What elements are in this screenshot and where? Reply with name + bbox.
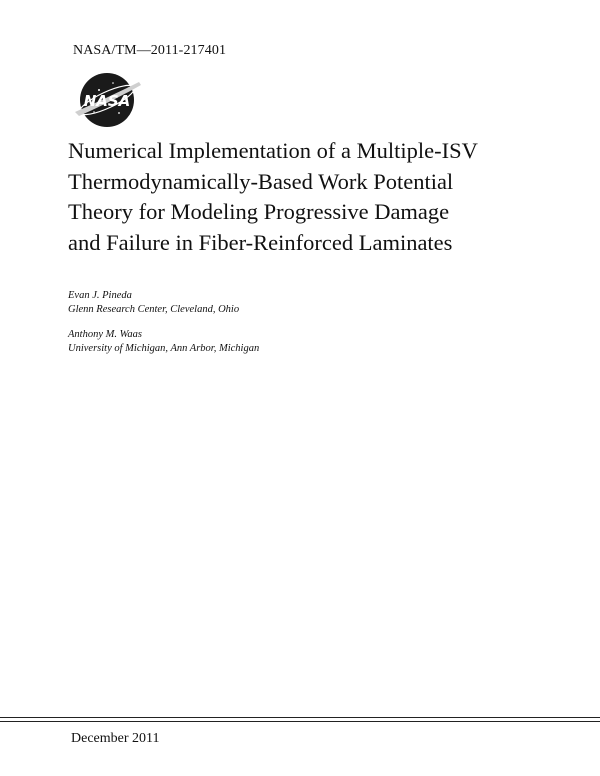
logo-wordmark: NASA	[83, 92, 131, 110]
author-name: Evan J. Pineda	[68, 290, 132, 301]
document-title	[68, 136, 568, 258]
report-number: NASA/TM—2011-217401	[73, 43, 227, 58]
author-name: Anthony M. Waas	[68, 329, 142, 340]
author-block	[68, 289, 239, 317]
author-block	[68, 328, 259, 356]
author-affiliation: University of Michigan, Ann Arbor, Michigan	[68, 343, 260, 354]
publication-date: December 2011	[71, 731, 160, 746]
title-line: Numerical Implementation of a Multiple-ISV	[68, 138, 478, 163]
nasa-logo	[69, 68, 145, 132]
title-line: Theory for Modeling Progressive Damage	[68, 199, 450, 224]
title-line: and Failure in Fiber-Reinforced Laminates	[68, 229, 453, 255]
footer-divider	[0, 717, 600, 722]
author-affiliation: Glenn Research Center, Cleveland, Ohio	[68, 304, 240, 315]
title-line: Thermodynamically-Based Work Potential	[68, 168, 454, 194]
